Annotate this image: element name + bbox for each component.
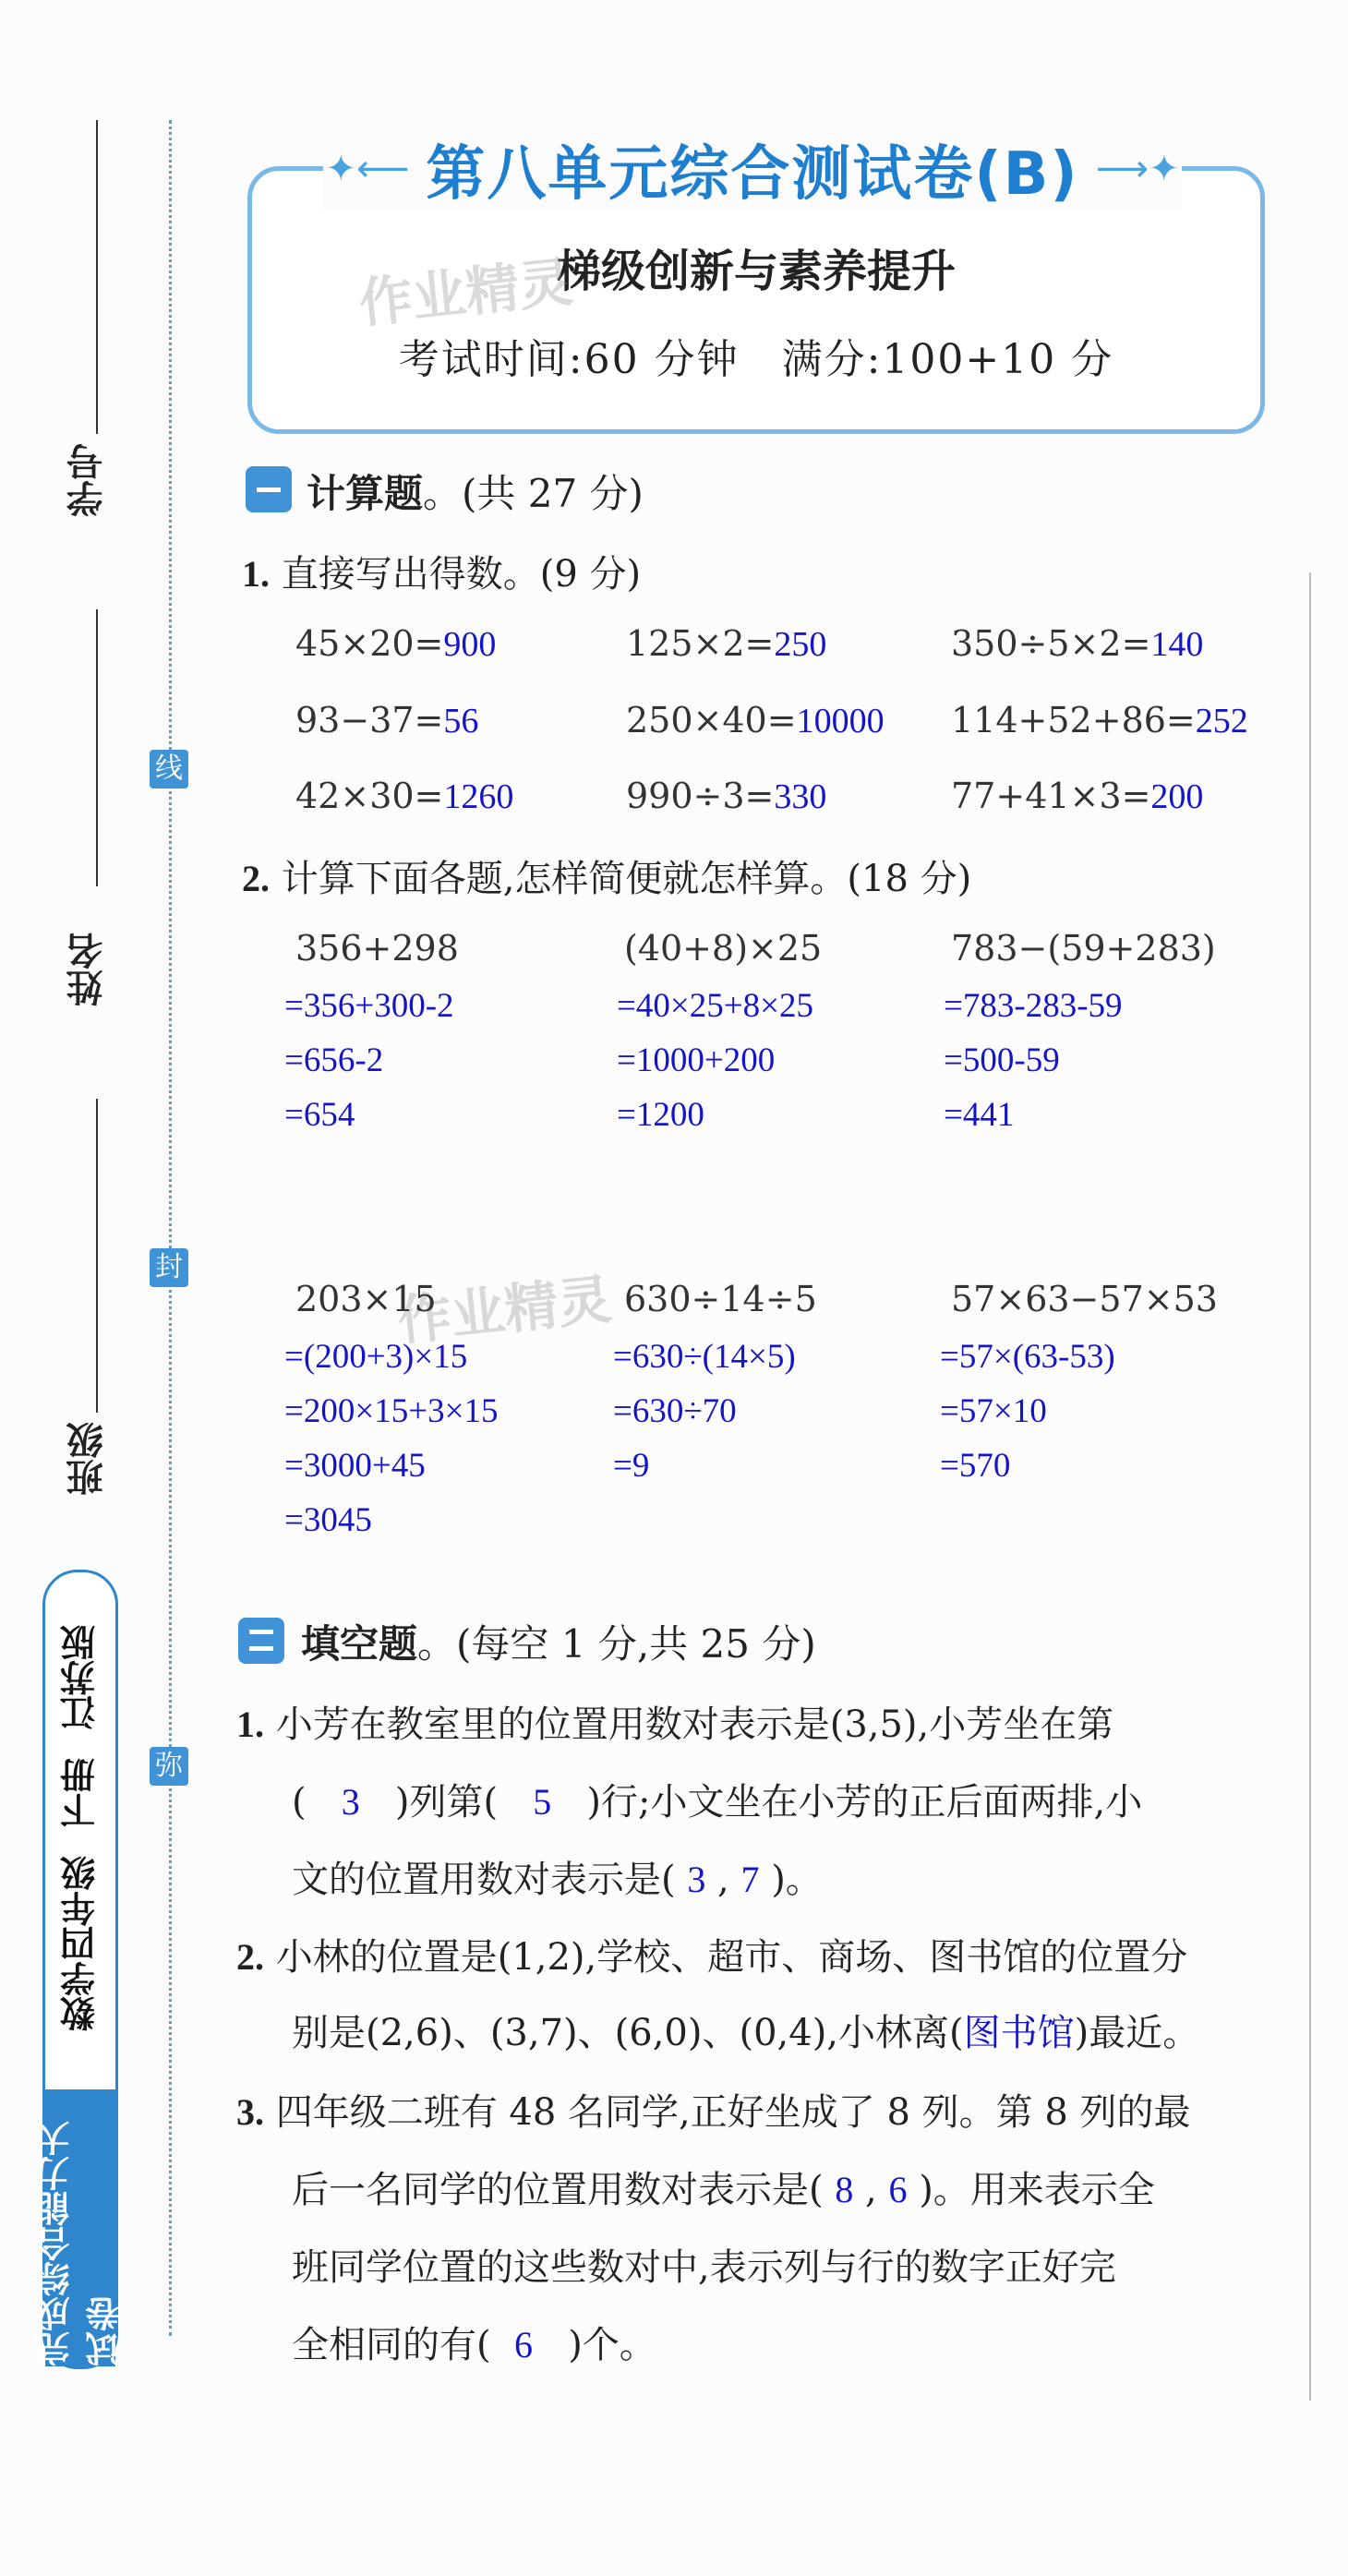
section-two-badge [238,1618,284,1664]
section-one-heading [307,463,644,519]
page-title: 第八单元综合测试卷(B) [426,140,1079,209]
name-line-top [96,609,98,886]
section-one-badge [246,466,292,512]
problem-working: =(200+3)×15 =200×15+3×15 =3000+45 =3045 [284,1338,499,1539]
answer-blank: 6 [514,2324,534,2365]
fill-question-2-line-2: 别是(2,6)、(3,7)、(6,0)、(0,4),小林离(图书馆)最近。 [292,2012,1200,2054]
class-label: 班级 [66,1422,109,1496]
oral-calc-item: 350÷5×2=140 [951,623,1204,664]
problem-expression: 783−(59+283) [951,928,1216,969]
problem-working: =783-283-59 =500-59 =441 [944,987,1123,1134]
title-banner [323,127,1182,211]
seal-mark-seal: 封 [150,1248,188,1287]
oral-calc-item: 250×40=10000 [626,700,885,740]
left-arrow-ornament-icon: ✦⟵ [325,148,410,190]
exam-info: 考试时间:60 分钟 满分:100+10 分 [398,336,1114,383]
series-label-bar [35,1570,126,2369]
class-line [96,1099,98,1413]
fill-question-3-line-3: 班同学位置的这些数对中,表示列与行的数字正好完 [292,2246,1116,2289]
question-number: 1. [242,553,270,595]
problem-expression: 203×15 [295,1279,437,1319]
section-one-title: 计算题 [307,471,424,516]
question-1-2 [242,849,971,902]
fill-question-1-line-3: 文的位置用数对表示是( 3 , 7 )。 [292,1859,823,1901]
series-info [45,1572,115,2085]
page-subtitle: 梯级创新与素养提升 [556,246,956,297]
problem-working: =57×(63-53) =57×10 =570 [940,1338,1115,1485]
question-number: 2. [242,858,270,899]
series-grade: 数学四年级 [60,1856,102,2032]
name-label: 姓名 [66,933,109,1006]
answer-blank: 图书馆 [963,2012,1075,2053]
series-volume: 下册 [60,1758,102,1829]
right-arrow-ornament-icon: ⟶✦ [1095,148,1180,190]
section-two-score: 。(每空 1 分,共 25 分) [417,1621,816,1667]
fill-question-2-line-1: 2. 小林的位置是(1,2),学校、超市、商场、图书馆的位置分 [236,1936,1188,1979]
fill-question-3-line-1: 3. 四年级二班有 48 名同学,正好坐成了 8 列。第 8 列的最 [236,2091,1191,2134]
oral-calc-item: 125×2=250 [626,623,827,664]
question-text: 计算下面各题,怎样简便就怎样算。(18 分) [281,858,972,900]
question-1-1 [242,545,641,597]
problem-expression: 57×63−57×53 [951,1279,1218,1319]
answer-blank: 7 [740,1859,760,1900]
problem-expression: 356+298 [295,928,459,969]
oral-calc-item: 93−37=56 [295,700,479,740]
problem-working: =356+300-2 =656-2 =654 [284,987,454,1134]
section-two-heading [301,1614,816,1669]
seal-mark-mi: 弥 [150,1747,188,1786]
student-no-label: 学号 [66,443,109,517]
watermark: 作业精灵 [394,1268,615,1353]
answer-blank: 3 [687,1859,706,1900]
problem-working: =40×25+8×25 =1000+200 =1200 [617,987,813,1134]
fill-question-3-line-2: 后一名同学的位置用数对表示是( 8 , 6 )。用来表示全 [292,2169,1155,2211]
problem-expression: (40+8)×25 [624,928,823,969]
fill-question-3-line-4: 全相同的有( 6 )个。 [292,2324,656,2366]
page-edge-line [1309,572,1311,2401]
series-edition: 江苏版 [60,1625,102,1731]
answer-blank: 6 [888,2169,908,2210]
fill-question-1-line-2: ( 3 )列第( 5 )行;小文坐在小芳的正后面两排,小 [292,1781,1143,1824]
oral-calc-item: 990÷3=330 [626,776,827,816]
answer-blank: 3 [341,1781,360,1823]
answer-blank: 5 [533,1781,552,1823]
section-two-title: 填空题 [301,1621,418,1667]
oral-calc-item: 114+52+86=252 [951,700,1248,740]
student-no-line [96,120,98,434]
problem-expression: 630÷14÷5 [624,1279,817,1319]
answer-blank: 8 [835,2169,854,2210]
series-brand: 完成综合能力大试卷 [45,2089,115,2366]
oral-calc-item: 45×20=900 [295,623,497,664]
problem-working: =630÷(14×5) =630÷70 =9 [613,1338,796,1485]
oral-calc-item: 42×30=1260 [295,776,514,816]
watermark: 作业精灵 [355,250,576,335]
question-text: 直接写出得数。(9 分) [281,553,642,596]
section-one-score: 。(共 27 分) [423,471,644,516]
seal-mark-line: 线 [150,750,188,788]
binding-dotted-line [169,120,172,2336]
oral-calc-item: 77+41×3=200 [951,776,1204,816]
fill-question-1-line-1: 1. 小芳在教室里的位置用数对表示是(3,5),小芳坐在第 [236,1703,1114,1746]
